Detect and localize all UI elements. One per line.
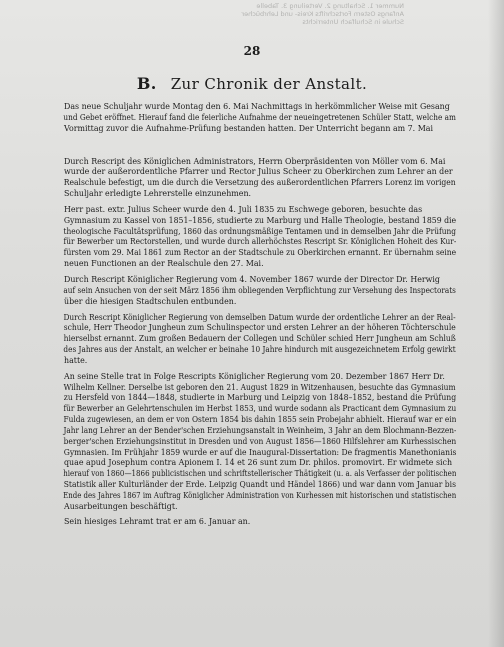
text-line: Gymnasium zu Kassel von 1851–1856, studierte zu Marburg und Halle Theologie, bestand 1859 die: [63, 215, 456, 225]
bleed-line: Schule in Schulfach Unterrichts: [302, 18, 404, 26]
paragraph: [56, 372, 456, 513]
text-line: berger'schen Erziehungsinstitut in Dresden und von August 1856—1860 Hilfslehrer am Kurhessischen: [63, 436, 456, 446]
text-line: Wilhelm Kellner. Derselbe ist geboren den 21. August 1829 in Witzenhausen, besuchte das Gymnasium: [63, 382, 456, 392]
text-line: auf sein Ansuchen von der seit März 1856 ihm obliegenden Verpflichtung zur Versehung des Inspectorats: [63, 285, 456, 295]
section-title: Zur Chronik der Anstalt.: [170, 75, 368, 93]
text-line: Ende des Jahres 1867 im Auftrag Königlicher Administration von Kurhessen mit historischen und statistischen: [63, 491, 456, 500]
text-line: quae apud Josephum contra Apionem I. 14 et 26 sunt zum Dr. philos. promovirt. Er widmete sich: [64, 458, 453, 468]
text-line: Statistik aller Kulturländer der Erde. Leipzig Quandt und Händel 1866) und war dann vom Januar bis: [63, 480, 456, 490]
text-line: über die hiesigen Stadtschulen entbunden.: [64, 296, 237, 306]
text-line: theologische Facultätsprüfung, 1860 das ordnungsmäßige Tentamen und in demselben Jahr die Prüfung: [63, 226, 456, 236]
text-line: für Bewerber um Rectorstellen, und wurde durch allerhöchstes Rescript Sr. Königlichen Hoheit des Kur-: [63, 237, 456, 247]
text-line: Vormittag zuvor die Aufnahme-Prüfung bestanden hatten. Der Unterricht begann am 7. Mai: [64, 123, 433, 133]
section-heading: [0, 74, 504, 93]
text-line: hatte.: [64, 355, 88, 365]
text-line: Ausarbeitungen beschäftigt.: [64, 501, 178, 511]
document-body: [56, 102, 456, 528]
paragraph: [56, 205, 456, 270]
text-line: An seine Stelle trat in Folge Rescripts Königlicher Regierung vom 20. Dezember 1867 Herr Dr.: [64, 371, 445, 381]
paragraph: [56, 313, 456, 367]
text-line: und Gebet eröffnet. Hierauf fand die feierliche Aufnahme der neueingetretenen Schüler Statt, welche am: [63, 112, 456, 122]
text-line: Schuljahr erledigte Lehrerstelle einzunehmen.: [64, 189, 252, 199]
text-line: Realschule befestigt, um die durch die Versetzung des außerordentlichen Pfarrers Lorenz im vorigen: [63, 178, 456, 188]
text-line: Durch Rescript des Königlichen Administrators, Herrn Oberpräsidenten von Möller vom 6. Mai: [64, 156, 446, 166]
section-letter: B.: [136, 74, 157, 93]
text-line: hierselbst ernannt. Zum großen Bedauern der Collegen und Schüler schied Herr Jungheun am Schluß: [63, 334, 456, 344]
text-line: Durch Rescript Königlicher Regierung vom 4. November 1867 wurde der Director Dr. Herwig: [64, 274, 440, 284]
text-line: für Bewerber an Gelehrtenschulen im Herbst 1853, und wurde sodann als Practicant dem Gymnasium zu: [63, 404, 456, 414]
closing-line: Sein hiesiges Lehramt trat er am 6. Januar an.: [64, 516, 251, 526]
paragraph: [56, 102, 456, 135]
bleed-line: Nummer 1. Schaltung 2. Verteilung 3. Tabelle: [256, 2, 404, 10]
paragraph: [56, 275, 456, 308]
text-line: Herr past. extr. Julius Scheer wurde den 4. Juli 1835 zu Eschwege geboren, besuchte das: [64, 204, 423, 214]
text-line: Das neue Schuljahr wurde Montag den 6. Mai Nachmittags in herkömmlicher Weise mit Gesang: [64, 102, 450, 111]
text-line: Fulda zugewiesen, an dem er von Ostern 1854 bis dahin 1855 sein Probejahr abhielt. Hierauf war er ein: [63, 415, 456, 425]
text-line: neuen Functionen an der Realschule den 27. Mai.: [64, 259, 264, 269]
text-line: zu Hersfeld von 1844—1848, studierte in Marburg und Leipzig von 1848–1852, bestand die Prüfung: [63, 393, 456, 403]
page-number: 28: [243, 44, 261, 58]
bleed-through-text: [0, 0, 504, 34]
text-line: hierauf von 1860—1866 publicistischen und schriftstellerischer Thätigkeit (u. a. als Verfasser der politischen: [63, 469, 456, 479]
paragraph: [56, 157, 456, 200]
text-line: Durch Rescript Königlicher Regierung von demselben Datum wurde der ordentliche Lehrer an der Real-: [63, 312, 456, 322]
text-line: Gymnasien. Im Frühjahr 1859 wurde er auf die Inaugural-Dissertation: De fragmentis Manethonianis: [63, 447, 456, 457]
page-edge-shadow: [488, 0, 504, 647]
text-line: wurde der außerordentliche Pfarrer und Rector Julius Scheer zu Oberkirchen zum Lehrer an der: [64, 167, 453, 177]
text-line: Jahr lang Lehrer an der Bender'schen Erziehungsanstalt in Weinheim, 3 Jahr an dem Blochmann-Bezzen-: [63, 425, 456, 435]
text-line: fürsten vom 29. Mai 1861 zum Rector an der Stadtschule zu Oberkirchen ernannt. Er übernahm seine: [63, 248, 456, 258]
text-line: des Jahres aus der Anstalt, an welcher er beinahe 10 Jahre hindurch mit ausgezeichnetem Erfolg gewirkt: [63, 345, 456, 355]
text-line: schule, Herr Theodor Jungheun zum Schulinspector und ersten Lehrer an der höheren Töchterschule: [63, 323, 456, 333]
bleed-line: Anfangs Ostern Fortschrifts Kreis- und Lehrbücher: [241, 10, 404, 18]
